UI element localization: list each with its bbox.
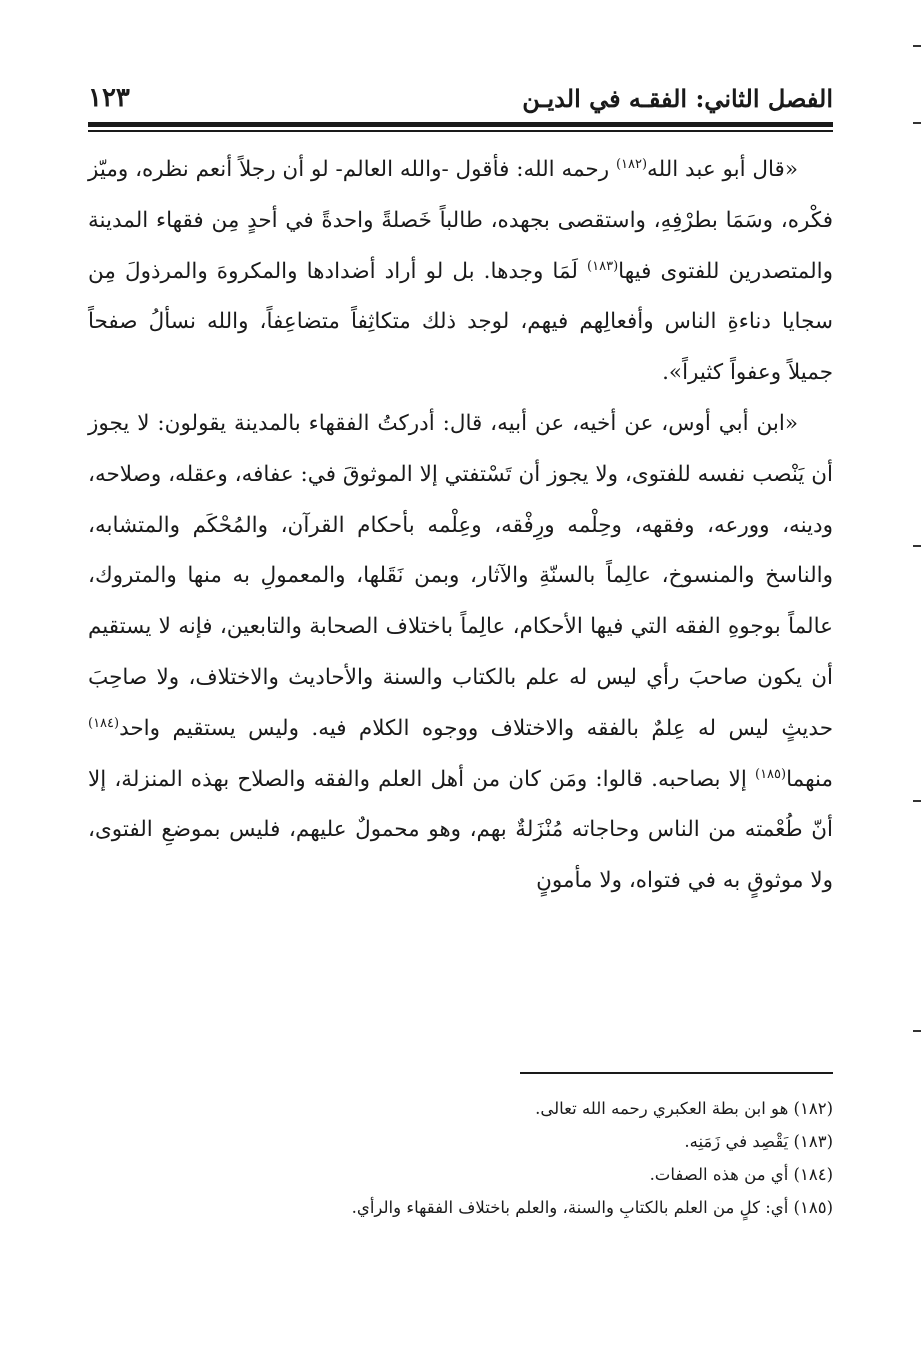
- chapter-title: الفصل الثاني: الفقـه في الديـن: [522, 83, 833, 113]
- scan-margin-mark: [913, 45, 921, 47]
- footnotes: [88, 1092, 833, 1224]
- paragraph: [88, 399, 833, 907]
- scan-margin-mark: [913, 545, 921, 547]
- page-number: ١٢٣: [88, 83, 130, 113]
- text-segment: «ابن أبي أوس، عن أخيه، عن أبيه، قال: أدركتُ الفقهاء بالمدينة يقولون: لا يجوز أن يَنْصب نفسه للفتوى، ولا يجوز أن تَسْتفتي إلا الموثوقَ في: عفافه، وعقله، وصلاحه، ودينه، وورعه، وفقهه، وحِلْمه ورِفْقه، وعِلْمه بأحكام القرآن، والمُحْكَم والمتشابه، والناسخ والمنسوخ، عالِماً بالسنّةِ والآثار، وبمن نَقَلها، والمعمولِ به منها والمتروك، عالماً بوجوهِ الفقه التي فيها الأحكام، عالِماً باختلاف الصحابة والتابعين، فإنه لا يستقيم أن يكون صاحبَ رأي ليس له علم بالكتاب والسنة والأحاديث والاختلاف، ولا صاحِبَ حديثٍ ليس له عِلمٌ بالفقه والاختلاف ووجوه الكلام فيه. وليس يستقيم واحد: [88, 410, 833, 741]
- footnote-ref: (١٨٢): [615, 156, 648, 172]
- scan-margin-mark: [913, 1030, 921, 1032]
- scan-margin-mark: [913, 122, 921, 124]
- footnote-ref: (١٨٤): [88, 715, 120, 731]
- text-segment: إلا بصاحبه. قالوا: ومَن كان من أهل العلم والفقه والصلاح بهذه المنزلة، إلا أنّ طُعْمته من الناس وحاجاته مُنْزَلةٌ بهم، وهو محمولٌ عليهم، فليس بموضعِ الفتوى، ولا موثوقٍ به في فتواه، ولا مأمونٍ: [88, 766, 833, 894]
- footnote-separator: [520, 1072, 833, 1074]
- footnote: (١٨٢) هو ابن بطة العكبري رحمه الله تعالى.: [535, 1099, 833, 1118]
- scan-margin-mark: [913, 800, 921, 802]
- text-segment: «قال أبو عبد الله: [647, 157, 798, 182]
- footnote-ref: (١٨٣): [587, 258, 619, 274]
- header-rule-thick: [88, 122, 833, 127]
- text-segment: منهما: [786, 766, 833, 792]
- main-text: [88, 145, 833, 907]
- footnote: (١٨٣) يَقْصِد في زَمَنِه.: [684, 1132, 833, 1151]
- footnote: (١٨٥) أي: كلٍ من العلم بالكتابِ والسنة، والعلم باختلاف الفقهاء والرأي.: [351, 1198, 833, 1217]
- footnote: (١٨٤) أي من هذه الصفات.: [649, 1165, 833, 1184]
- running-header: [88, 78, 833, 118]
- header-rule-thin: [88, 130, 833, 132]
- paragraph: [88, 145, 833, 399]
- footnote-ref: (١٨٥): [754, 766, 787, 782]
- text-segment: رحمه الله: فأقول -والله العالم- لو أن رجلاً أنعم نظره، وميّز فكْره، وسَمَا بطرْفِهِ، واستقصى بجهده، طالباً خَصلةً واحدةً في أحدٍ مِن فقهاء المدينة والمتصدرين للفتوى فيها: [88, 157, 833, 284]
- text-segment: لَمَا وجدها. بل لو أراد أضدادها والمكروهَ والمرذولَ مِن سجايا دناءةِ الناس وأفعالِهم فيهم، لوجد ذلك متكاثِفاً متضاعِفاً، والله نسألُ صفحاً جميلاً وعفواً كثيراً».: [88, 258, 833, 386]
